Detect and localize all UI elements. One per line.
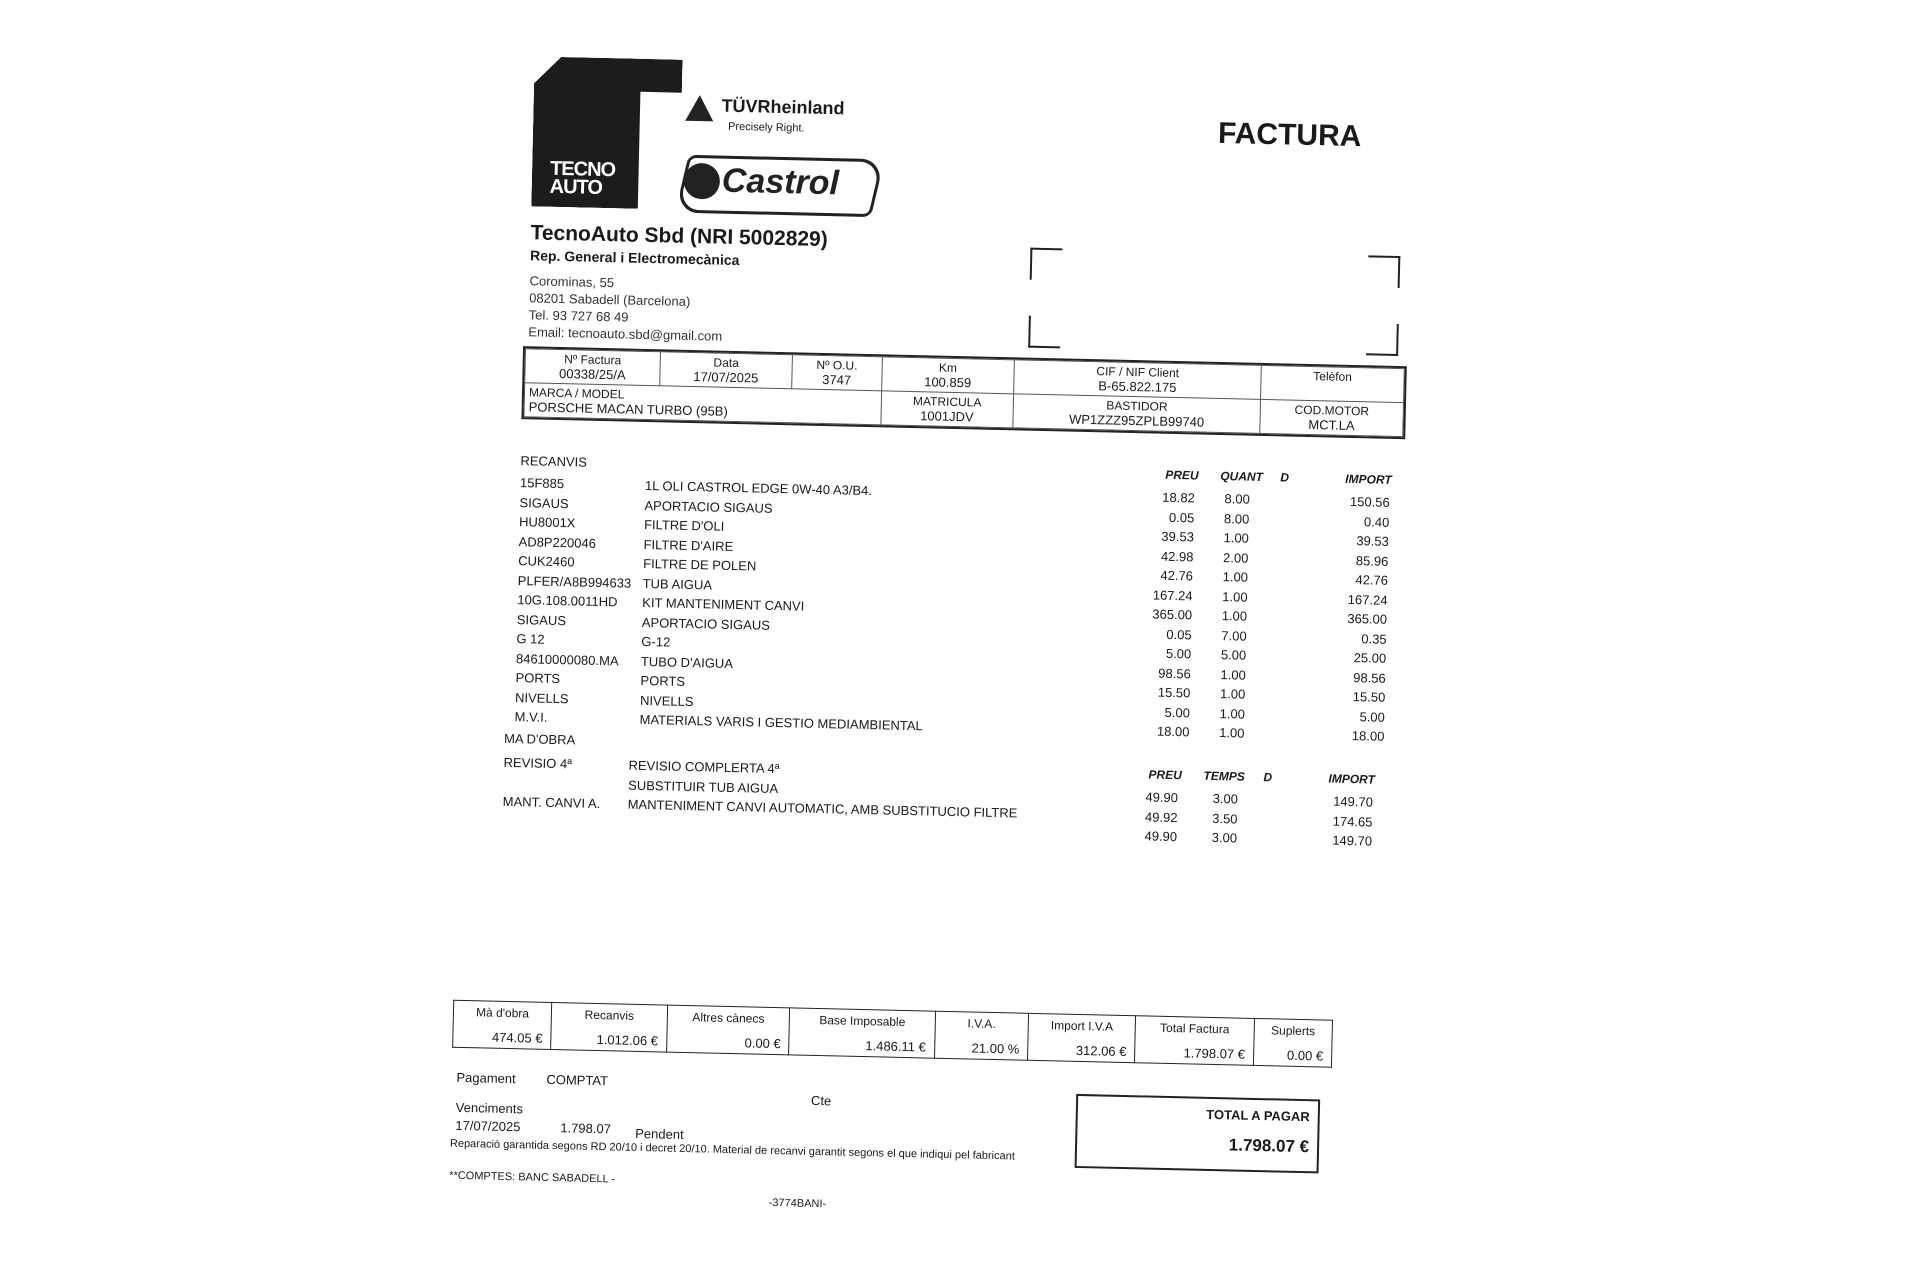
part-import: 85.96 [1355, 552, 1389, 569]
part-quantity: 1.00 [1222, 569, 1249, 585]
part-import: 98.56 [1353, 669, 1386, 686]
vehicle-model-cell: MARCA / MODEL PORSCHE MACAN TURBO (95B) [524, 383, 881, 425]
col-import: IMPORT [1328, 771, 1376, 787]
plate-number: 1001JDV [919, 408, 974, 425]
engine-code-cell: COD.MOTOR MCT.LA [1260, 399, 1404, 436]
engine-code: MCT.LA [1308, 417, 1355, 434]
castrol-logo-text: Castrol [721, 161, 840, 203]
part-price: 18.00 [1156, 723, 1190, 740]
invoice-date: 17/07/2025 [693, 369, 759, 386]
labour-price: 49.92 [1144, 808, 1178, 825]
part-code: 10G.108.0011HD [517, 592, 618, 610]
recanvis-label: RECANVIS [520, 453, 588, 470]
ma-obra-descriptions [627, 756, 1098, 825]
part-import: 0.40 [1363, 513, 1390, 530]
total-to-pay-box [1075, 1094, 1321, 1174]
vehicle-model: PORSCHE MACAN TURBO (95B) [528, 399, 728, 419]
plate-cell: MATRICULA 1001JDV [880, 391, 1013, 428]
part-price: 42.76 [1160, 567, 1194, 584]
labour-description: REVISIO COMPLERTA 4ª [628, 757, 780, 777]
logo-text [549, 157, 616, 199]
recanvis-col-headers [1165, 467, 1405, 487]
part-price: 0.05 [1168, 509, 1195, 525]
col-import: IMPORT [1345, 471, 1392, 487]
part-description: NIVELLS [639, 692, 694, 709]
tuv-triangle-icon [685, 95, 714, 122]
total-header: Mà d'obra [475, 1005, 530, 1021]
part-quantity: 1.00 [1223, 530, 1250, 546]
part-price: 365.00 [1152, 606, 1193, 623]
totals-table [452, 1000, 1333, 1068]
total-value: 474.05 € [491, 1029, 543, 1046]
info-header: Telèfon [1261, 365, 1405, 402]
total-value: 312.06 € [1075, 1042, 1127, 1060]
info-header: Km 100.859 [881, 357, 1014, 394]
corner-top-right [1368, 255, 1401, 288]
invoice-number: 00338/25/A [558, 365, 626, 383]
part-price: 167.24 [1152, 587, 1193, 603]
vin-cell: BASTIDOR WP1ZZZ95ZPLB99740 [1013, 394, 1261, 434]
total-header: I.V.A. [967, 1016, 996, 1032]
info-header: CIF / NIF Client B-65.822.175 [1014, 360, 1262, 400]
part-import: 42.76 [1355, 572, 1389, 588]
total-header: Total Factura [1159, 1020, 1230, 1037]
due-date: 17/07/2025 [455, 1117, 521, 1135]
part-quantity: 2.00 [1222, 549, 1249, 566]
company-name: TecnoAuto Sbd (NRI 5002829) [530, 221, 828, 252]
recanvis-prices [1129, 487, 1195, 742]
ma-obra-imports [1297, 791, 1373, 851]
km-value: 100.859 [924, 374, 972, 391]
part-price: 5.00 [1164, 704, 1191, 720]
part-quantity: 1.00 [1220, 666, 1246, 683]
client-cif: B-65.822.175 [1098, 378, 1177, 396]
part-description: PORTS [640, 672, 686, 689]
labour-time: 3.00 [1212, 790, 1239, 807]
labour-description: SUBSTITUIR TUB AIGUA [627, 777, 779, 796]
work-order-number: 3747 [822, 371, 852, 388]
total-cell [1253, 1018, 1332, 1067]
part-code: PORTS [515, 670, 561, 687]
part-price: 5.00 [1165, 645, 1192, 662]
iban: -3774BANI- [768, 1196, 827, 1211]
part-code: SIGAUS [519, 494, 569, 511]
part-import: 15.50 [1352, 689, 1386, 705]
part-code: PLFER/A8B994633 [517, 572, 632, 591]
labour-import: 149.70 [1332, 832, 1373, 849]
payment-label: Pagament [456, 1069, 516, 1087]
col-temps: TEMPS [1203, 768, 1245, 784]
total-value: 1.798.07 € [1183, 1045, 1246, 1062]
due-amount: 1.798.07 [560, 1120, 612, 1137]
col-quant: QUANT [1220, 469, 1264, 484]
part-code: HU8001X [518, 514, 576, 531]
part-quantity: 5.00 [1220, 647, 1247, 663]
part-quantity: 7.00 [1221, 627, 1247, 644]
part-quantity: 1.00 [1222, 588, 1248, 605]
part-quantity: 1.00 [1219, 705, 1246, 722]
info-header: Nº Factura 00338/25/A [525, 349, 661, 386]
col-d: D [1280, 470, 1290, 485]
part-quantity: 1.00 [1221, 608, 1248, 624]
logo-text-auto: AUTO [549, 175, 603, 199]
labour-code: MANT. CANVI A. [502, 793, 601, 812]
logo-text-tecno: TECNO [549, 157, 616, 182]
total-cell [453, 1000, 552, 1049]
tuv-sub: Precisely Right. [727, 120, 805, 135]
total-to-pay-label: TOTAL A PAGAR [1206, 1106, 1310, 1125]
part-description: APORTACIO SIGAUS [641, 614, 771, 633]
total-value: 21.00 % [971, 1040, 1020, 1057]
address-line: 08201 Sabadell (Barcelona) [528, 290, 691, 309]
total-header: Altres cànecs [692, 1010, 765, 1026]
invoice-info-grid [521, 346, 1406, 439]
part-code: G 12 [516, 631, 545, 647]
ma-obra-label: MA D'OBRA [503, 730, 576, 748]
total-header: Import I.V.A [1050, 1018, 1114, 1034]
total-cell [789, 1008, 935, 1058]
part-code: M.V.I. [514, 709, 548, 725]
part-import: 5.00 [1359, 708, 1386, 725]
total-cell [1028, 1013, 1136, 1062]
total-value: 0.00 € [1286, 1047, 1324, 1064]
corner-top-left [1030, 248, 1063, 281]
total-value: 1.486.11 € [865, 1038, 926, 1055]
info-header: Data 17/07/2025 [660, 352, 793, 389]
company-subtitle: Rep. General i Electromecànica [529, 247, 740, 269]
total-to-pay-value: 1.798.07 € [1228, 1135, 1310, 1157]
col-preu: PREU [1148, 767, 1183, 783]
labour-time: 3.00 [1211, 829, 1238, 846]
warranty-note: Reparació garantida segons RD 20/10 i decret 20/10. Material de recanvi garantit segons el que indiqui pel fabricant [449, 1137, 1015, 1163]
total-header: Base Imposable [819, 1013, 906, 1030]
tuv-name: TÜVRheinland [721, 95, 845, 119]
part-code: SIGAUS [516, 611, 567, 628]
labour-import: 174.65 [1332, 813, 1373, 830]
part-price: 0.05 [1166, 626, 1192, 642]
labour-price: 49.90 [1145, 789, 1179, 806]
total-header: Suplerts [1270, 1023, 1316, 1039]
labour-price: 49.90 [1144, 828, 1178, 845]
part-description: KIT MANTENIMENT CANVI [642, 594, 805, 614]
part-description: MATERIALS VARIS I GESTIO MEDIAMBIENTAL [639, 711, 923, 734]
address-line: Corominas, 55 [529, 273, 615, 291]
corner-bottom-left [1028, 316, 1061, 349]
part-code: 84610000080.MA [515, 650, 619, 668]
client-address-box [1028, 248, 1400, 356]
doc-title: FACTURA [1217, 116, 1362, 154]
recanvis-quantities [1199, 489, 1250, 743]
part-quantity: 8.00 [1223, 510, 1250, 527]
part-code: NIVELLS [514, 689, 569, 706]
part-import: 18.00 [1351, 728, 1385, 744]
part-price: 42.98 [1160, 548, 1194, 564]
payment-method: COMPTAT [546, 1071, 609, 1089]
part-quantity: 1.00 [1218, 725, 1245, 741]
ma-obra-prices [1117, 787, 1178, 847]
total-cell [551, 1002, 668, 1052]
part-import: 0.35 [1361, 630, 1387, 647]
part-import: 25.00 [1353, 650, 1387, 666]
part-import: 365.00 [1347, 610, 1388, 627]
recanvis-descriptions [639, 476, 1115, 740]
address-line: Email: tecnoauto.sbd@gmail.com [528, 324, 723, 344]
total-cell [666, 1005, 790, 1055]
part-code: CUK2460 [518, 553, 575, 570]
col-d: D [1263, 770, 1273, 785]
part-description: FILTRE D'AIRE [643, 536, 734, 554]
part-description: TUBO D'AIGUA [640, 653, 734, 671]
part-description: FILTRE D'OLI [643, 516, 725, 534]
total-value: 1.012.06 € [596, 1032, 659, 1049]
part-quantity: 1.00 [1219, 686, 1246, 702]
ma-obra-times [1192, 788, 1238, 848]
labour-time: 3.50 [1212, 810, 1238, 826]
labour-description: MANTENIMENT CANVI AUTOMATIC, AMB SUBSTITUCIO FILTRE [627, 796, 1018, 821]
part-import: 150.56 [1349, 493, 1390, 510]
total-header: Recanvis [584, 1007, 635, 1023]
part-code: 15F885 [519, 475, 565, 492]
corner-bottom-right [1366, 323, 1399, 356]
bank-accounts: **COMPTES: BANC SABADELL - [449, 1169, 616, 1186]
labour-code: REVISIO 4ª [503, 754, 573, 772]
part-description: APORTACIO SIGAUS [644, 497, 773, 516]
cte-label: Cte [810, 1092, 832, 1109]
invoice-page [448, 40, 1440, 1272]
total-cell [1135, 1016, 1255, 1066]
part-quantity: 8.00 [1224, 491, 1250, 507]
ma-obra-col-headers [1148, 767, 1389, 787]
labour-import: 149.70 [1333, 793, 1374, 810]
recanvis-imports [1309, 491, 1390, 746]
total-cell [934, 1011, 1029, 1060]
col-preu: PREU [1165, 467, 1199, 483]
part-description: G-12 [641, 633, 671, 650]
info-header: Nº O.U. 3747 [792, 355, 882, 391]
total-value: 0.00 € [744, 1035, 781, 1052]
part-description: FILTRE DE POLEN [642, 555, 757, 574]
part-import: 167.24 [1347, 591, 1388, 608]
address-line: Tel. 93 727 68 49 [528, 307, 629, 325]
due-dates-label: Venciments [455, 1099, 524, 1117]
pending-label: Pendent [635, 1125, 684, 1143]
part-import: 39.53 [1356, 533, 1390, 549]
vin-number: WP1ZZZ95ZPLB99740 [1068, 411, 1205, 430]
part-price: 39.53 [1161, 528, 1195, 545]
part-description: TUB AIGUA [642, 575, 713, 593]
part-code: AD8P220046 [518, 533, 597, 551]
part-price: 98.56 [1158, 665, 1191, 681]
part-price: 18.82 [1162, 489, 1195, 506]
part-price: 15.50 [1157, 684, 1191, 701]
part-description: 1L OLI CASTROL EDGE 0W-40 A3/B4. [644, 477, 873, 499]
